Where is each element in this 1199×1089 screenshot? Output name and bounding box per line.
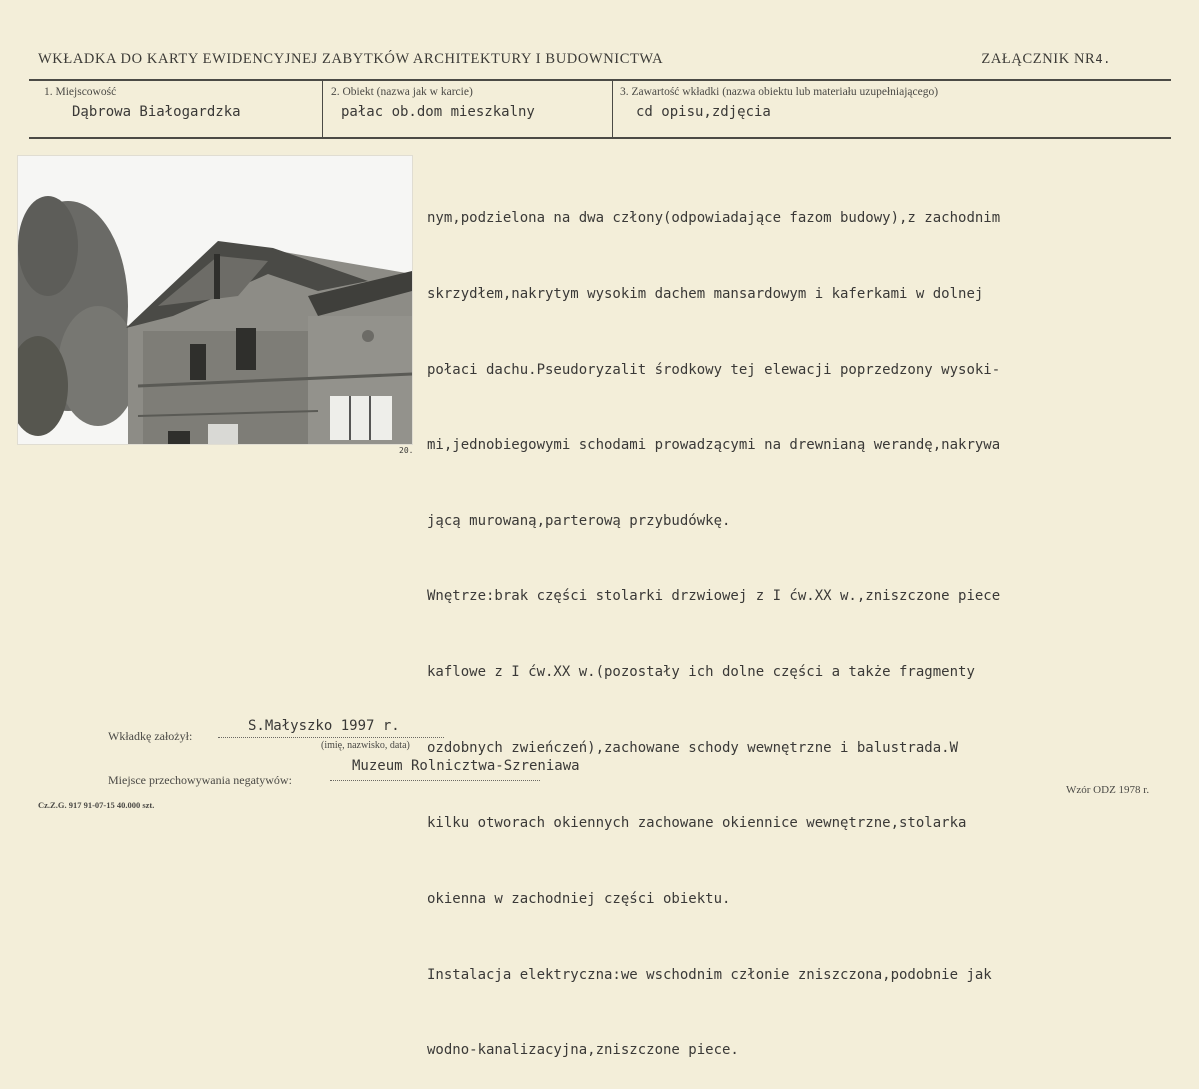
author-line [218, 737, 444, 738]
description-line: kilku otworach okiennych zachowane okiennice wewnętrzne,stolarka [427, 815, 967, 832]
object-label: 2. Obiekt (nazwa jak w karcie) [331, 86, 473, 98]
description-line: jącą murowaną,parterową przybudówkę. [427, 512, 731, 529]
photo-number: 20. [399, 446, 414, 455]
annex-label-text: ZAŁĄCZNIK NR [981, 51, 1096, 67]
description-line: Instalacja elektryczna:we wschodnim członie zniszczona,podobnie jak [427, 966, 992, 983]
author-value: S.Małyszko 1997 r. [248, 718, 400, 734]
description-line: nym,podzielona na dwa człony(odpowiadające fazom budowy),z zachodnim [427, 210, 1001, 227]
template-code: Wzór ODZ 1978 r. [1066, 784, 1150, 796]
description-text [427, 156, 1127, 1089]
description-line: wodno-kanalizacyjna,zniszczone piece. [427, 1042, 739, 1059]
top-rule [29, 79, 1171, 81]
field-divider-1 [322, 81, 323, 137]
description-line: kaflowe z I ćw.XX w.(pozostały ich dolne części a także fragmenty [427, 664, 975, 681]
description-line: Wnętrze:brak części stolarki drzwiowej z I ćw.XX w.,zniszczone piece [427, 588, 1001, 605]
description-line: ozdobnych zwieńczeń),zachowane schody wewnętrzne i balustrada.W [427, 739, 959, 756]
locality-label: 1. Miejscowość [44, 86, 117, 98]
storage-label: Miejsce przechowywania negatywów: [108, 773, 292, 787]
description-line: skrzydłem,nakrytym wysokim dachem mansardowym i kaferkami w dolnej [427, 286, 984, 303]
author-hint: (imię, nazwisko, data) [321, 740, 410, 751]
contents-value: cd opisu,zdjęcia [636, 104, 771, 120]
annex-number: 4. [1095, 52, 1111, 66]
building-photo-image [18, 156, 412, 444]
storage-line [330, 780, 540, 781]
field-bottom-rule [29, 137, 1171, 139]
object-value: pałac ob.dom mieszkalny [341, 104, 535, 120]
form-title: WKŁADKA DO KARTY EWIDENCYJNEJ ZABYTKÓW ARCHITEKTURY I BUDOWNICTWA [38, 51, 664, 67]
locality-value: Dąbrowa Białogardzka [72, 104, 241, 120]
description-line: mi,jednobiegowymi schodami prowadzącymi na drewnianą werandę,nakrywa [427, 437, 1001, 454]
storage-value: Muzeum Rolnicztwa-Szreniawa [352, 758, 580, 774]
description-line: okienna w zachodniej części obiektu. [427, 890, 731, 907]
annex-label [981, 51, 1111, 68]
field-divider-2 [612, 81, 613, 137]
description-line: połaci dachu.Pseudoryzalit środkowy tej elewacji poprzedzony wysoki- [427, 361, 1001, 378]
contents-label: 3. Zawartość wkładki (nazwa obiektu lub materiału uzupełniającego) [620, 86, 939, 98]
building-photo [17, 155, 413, 445]
print-code: Cz.Z.G. 917 91-07-15 40.000 szt. [38, 800, 155, 810]
author-label: Wkładkę założył: [108, 729, 193, 743]
